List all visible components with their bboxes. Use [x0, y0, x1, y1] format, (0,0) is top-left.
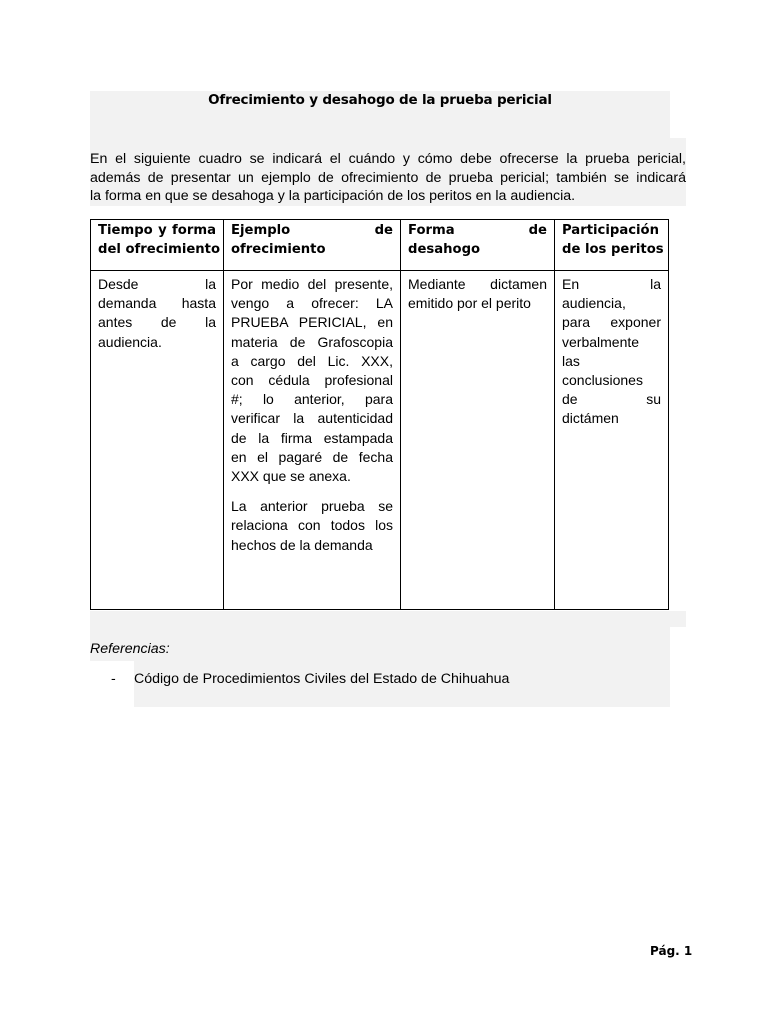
- references-heading: Referencias:: [90, 641, 170, 657]
- cell-tiempo-forma: Desde la demanda hasta antes de la audiencia.: [91, 271, 224, 610]
- cell-ejemplo: Por medio del presente, vengo a ofrecer: LA PRUEBA PERICIAL, en materia de Grafoscopia a cargo del Lic. XXX, con cédula profesional #; lo anterior, para verificar la autenticidad de la firma estampada en el pagaré de fecha XXX que se anexa. La anterior prueba se relaciona con todos los hechos de la demanda: [224, 271, 401, 610]
- list-bullet: -: [111, 671, 116, 687]
- expert-evidence-table: [90, 219, 669, 610]
- header-participacion: Participación de los peritos: [555, 220, 669, 271]
- table-header-row: [91, 220, 669, 271]
- intro-line: además de presentar un ejemplo de ofrecimiento de prueba pericial; también se indicará: [90, 169, 686, 186]
- page-number: Pág. 1: [650, 944, 693, 958]
- header-ejemplo: Ejemplo de ofrecimiento: [224, 220, 401, 271]
- header-forma-desahogo: Forma de desahogo: [401, 220, 555, 271]
- paragraph-gap: [231, 486, 393, 497]
- cell-forma-desahogo: Mediante dictamen emitido por el perito: [401, 271, 555, 610]
- table-bottom-shading: [90, 611, 686, 627]
- intro-line: En el siguiente cuadro se indicará el cuándo y cómo debe ofrecerse la prueba pericial,: [90, 151, 686, 167]
- document-title: Ofrecimiento y desahogo de la prueba pericial: [208, 92, 552, 108]
- cell-participacion: En la audiencia, para exponer verbalmente las conclusiones de su dictámen: [555, 271, 669, 610]
- table-row: [91, 271, 669, 610]
- header-tiempo-forma: Tiempo y forma del ofrecimiento: [91, 220, 224, 271]
- references-shading: [90, 627, 670, 661]
- list-item: [90, 671, 509, 687]
- intro-paragraph: [90, 150, 686, 206]
- reference-text: Código de Procedimientos Civiles del Estado de Chihuahua: [134, 671, 510, 687]
- intro-line: la forma en que se desahoga y la participación de los peritos en la audiencia.: [90, 188, 576, 204]
